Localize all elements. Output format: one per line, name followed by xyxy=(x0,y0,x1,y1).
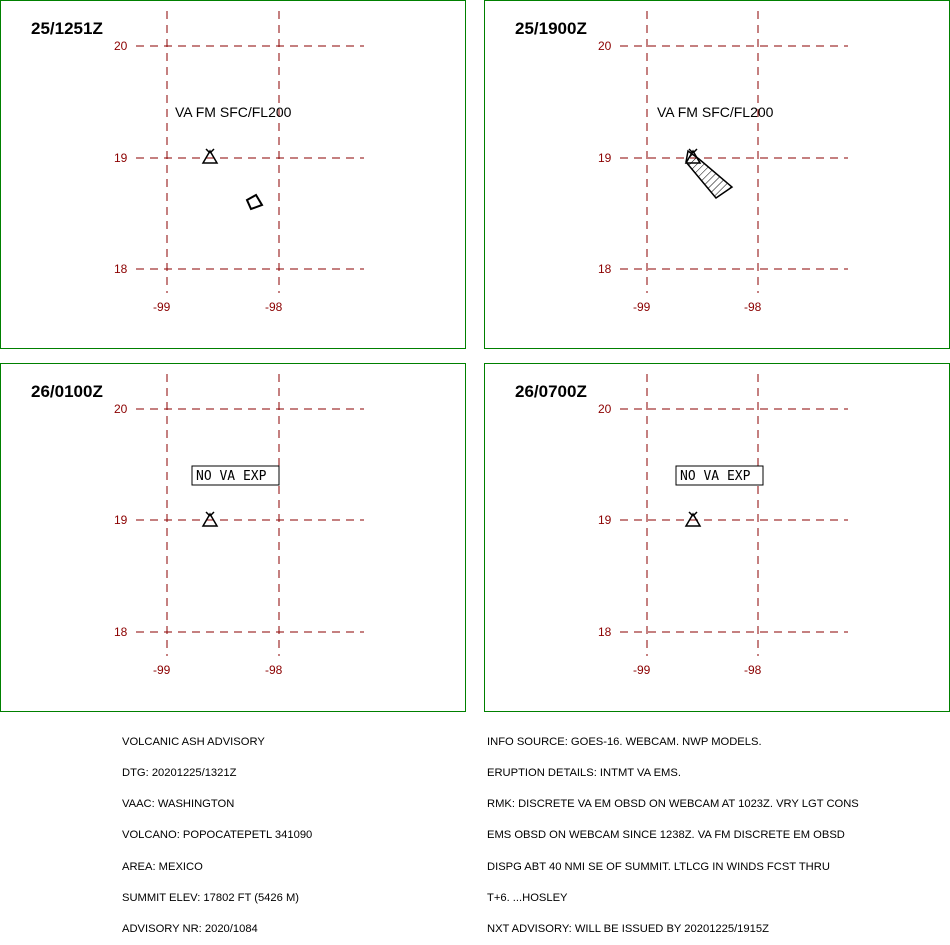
panel-time: 26/0700Z xyxy=(515,382,587,401)
lon-tick-99: -99 xyxy=(153,300,171,314)
lat-tick-20: 20 xyxy=(114,39,128,53)
advisory-line: EMS OBSD ON WEBCAM SINCE 1238Z. VA FM DISCRETE EM OBSD xyxy=(487,829,845,842)
lon-tick-98: -98 xyxy=(265,300,283,314)
panel-time: 25/1900Z xyxy=(515,19,587,38)
lon-tick-99: -99 xyxy=(633,300,651,314)
advisory-line: INFO SOURCE: GOES-16. WEBCAM. NWP MODELS. xyxy=(487,735,762,748)
advisory-line: RMK: DISCRETE VA EM OBSD ON WEBCAM AT 1023Z. VRY LGT CONS xyxy=(487,798,859,811)
lat-tick-20: 20 xyxy=(114,402,128,416)
lon-tick-98: -98 xyxy=(744,663,762,677)
map-grid xyxy=(485,1,950,350)
map-grid xyxy=(1,1,467,350)
lon-tick-99: -99 xyxy=(153,663,171,677)
panel-time: 25/1251Z xyxy=(31,19,103,38)
map-grid xyxy=(1,364,467,713)
volcano-triangle-icon xyxy=(203,512,217,526)
lon-tick-98: -98 xyxy=(744,300,762,314)
no-va-label: NO VA EXP xyxy=(680,469,751,484)
lat-tick-18: 18 xyxy=(114,625,128,639)
advisory-line: ERUPTION DETAILS: INTMT VA EMS. xyxy=(487,767,681,780)
ash-level-label: VA FM SFC/FL200 xyxy=(657,104,774,120)
lat-tick-20: 20 xyxy=(598,39,612,53)
advisory-line: VOLCANIC ASH ADVISORY xyxy=(122,735,265,748)
lat-tick-20: 20 xyxy=(598,402,612,416)
lat-tick-19: 19 xyxy=(114,151,128,165)
panel-time: 26/0100Z xyxy=(31,382,103,401)
advisory-line: SUMMIT ELEV: 17802 FT (5426 M) xyxy=(122,891,299,904)
ash-level-label: VA FM SFC/FL200 xyxy=(175,104,292,120)
lon-tick-98: -98 xyxy=(265,663,283,677)
forecast-panel-1 xyxy=(0,0,466,349)
lat-tick-19: 19 xyxy=(598,151,612,165)
forecast-panel-4 xyxy=(484,363,950,712)
advisory-line: DTG: 20201225/1321Z xyxy=(122,767,237,780)
lon-tick-99: -99 xyxy=(633,663,651,677)
forecast-panel-3 xyxy=(0,363,466,712)
advisory-line: T+6. ...HOSLEY xyxy=(487,891,568,904)
advisory-remarks-text xyxy=(487,716,859,945)
lat-tick-18: 18 xyxy=(598,625,612,639)
lat-tick-19: 19 xyxy=(114,513,128,527)
lat-tick-19: 19 xyxy=(598,513,612,527)
advisory-line: DISPG ABT 40 NMI SE OF SUMMIT. LTLCG IN WINDS FCST THRU xyxy=(487,860,830,873)
advisory-line: VAAC: WASHINGTON xyxy=(122,798,235,811)
forecast-panel-2 xyxy=(484,0,950,349)
lat-tick-18: 18 xyxy=(598,262,612,276)
advisory-line: AREA: MEXICO xyxy=(122,860,203,873)
map-grid xyxy=(485,364,950,713)
lat-tick-18: 18 xyxy=(114,262,128,276)
advisory-line: ADVISORY NR: 2020/1084 xyxy=(122,923,258,936)
volcano-triangle-icon xyxy=(686,512,700,526)
volcano-triangle-icon xyxy=(203,149,217,163)
advisory-line: VOLCANO: POPOCATEPETL 341090 xyxy=(122,829,313,842)
advisory-header-text xyxy=(122,716,312,945)
no-va-label: NO VA EXP xyxy=(196,469,267,484)
advisory-line: NXT ADVISORY: WILL BE ISSUED BY 20201225/1915Z xyxy=(487,923,769,936)
ash-cloud-polygon xyxy=(247,195,262,209)
